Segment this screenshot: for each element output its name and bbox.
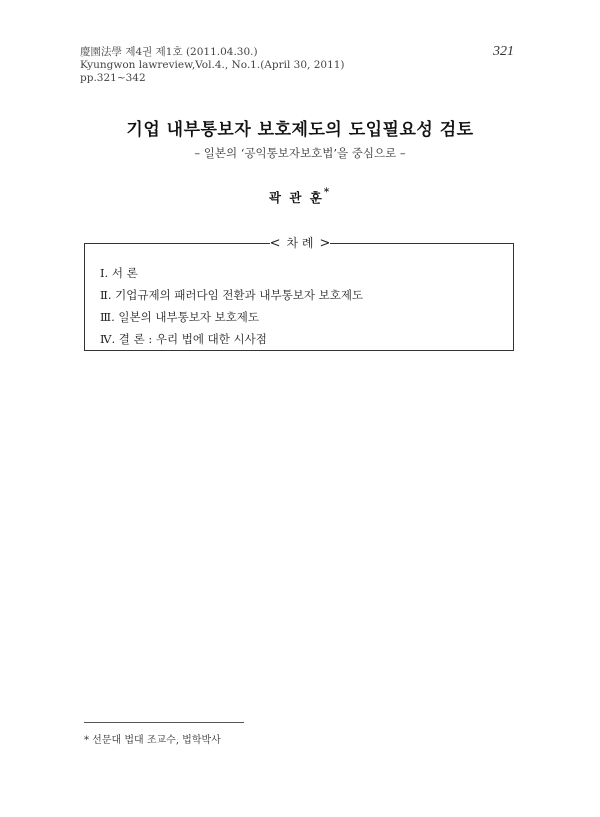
footnote: * 선문대 법대 조교수, 법학박사 bbox=[84, 735, 221, 746]
toc-list bbox=[100, 262, 363, 350]
paper-title: 기업 내부통보자 보호제도의 도입필요성 검토 bbox=[126, 120, 474, 140]
chevron-left-icon: < bbox=[269, 236, 281, 251]
journal-issue: 慶園法學 제4권 제1호 (2011.04.30.) bbox=[80, 46, 258, 58]
page-range: pp.321~342 bbox=[80, 72, 146, 84]
toc-item: Ⅱ. 기업규제의 패러다임 전환과 내부통보자 보호제도 bbox=[100, 288, 364, 302]
toc-item: Ⅲ. 일본의 내부통보자 보호제도 bbox=[100, 310, 260, 324]
chevron-right-icon: > bbox=[319, 236, 331, 251]
toc-heading-label: 차 례 bbox=[281, 236, 320, 250]
toc-heading bbox=[0, 234, 600, 251]
journal-english: Kyungwon lawreview,Vol.4., No.1.(April 30, 2011) bbox=[80, 59, 345, 71]
footnote-divider bbox=[84, 722, 244, 723]
author-name: 곽 관 훈 bbox=[268, 190, 324, 205]
paper-subtitle: – 일본의 ‘공익통보자보호법’을 중심으로 – bbox=[194, 146, 406, 160]
toc-item: Ⅳ. 결 론 : 우리 법에 대한 시사점 bbox=[100, 332, 267, 346]
author bbox=[0, 188, 600, 206]
author-footnote-mark: * bbox=[323, 186, 332, 198]
page-number: 321 bbox=[493, 44, 514, 59]
journal-header bbox=[80, 46, 345, 85]
toc-item: Ⅰ. 서 론 bbox=[100, 266, 138, 280]
